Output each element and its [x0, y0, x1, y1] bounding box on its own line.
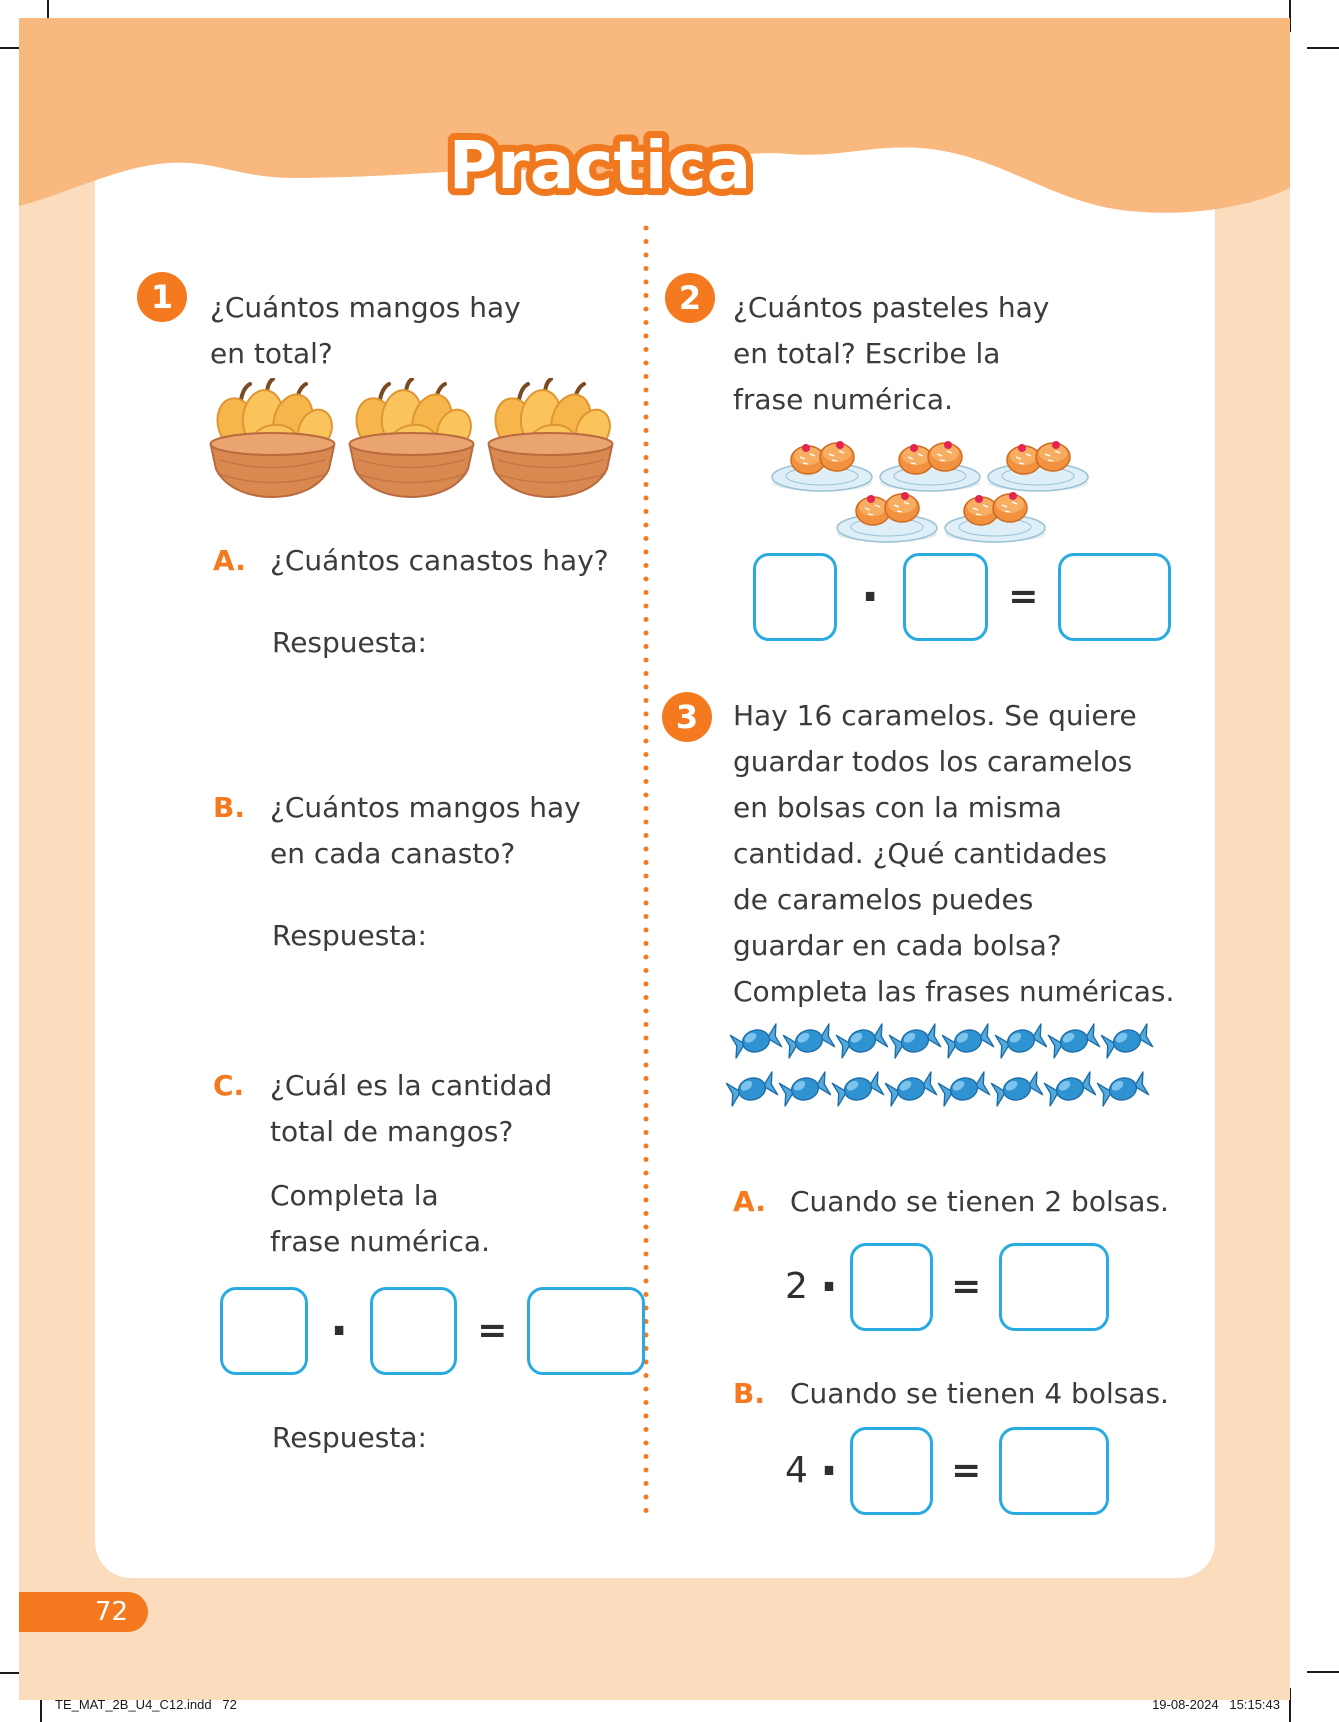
answer-box[interactable] — [999, 1427, 1109, 1515]
mango-baskets-illustration — [205, 378, 618, 503]
answer-box[interactable] — [370, 1287, 457, 1375]
footer-filename: TE_MAT_2B_U4_C12.indd 72 — [55, 1697, 237, 1712]
wrapped-candy-icon — [776, 1012, 841, 1070]
wrapped-candy-icon — [829, 1012, 894, 1070]
part-a-question: ¿Cuántos canastos hay? — [270, 544, 609, 577]
mango-basket-icon — [344, 378, 479, 503]
wrapped-candy-icon — [1041, 1012, 1106, 1070]
part-c-instruction-line-2: frase numérica. — [270, 1225, 490, 1258]
part-c-instruction-line-1: Completa la — [270, 1179, 439, 1212]
part-b-label: B. — [213, 791, 245, 824]
wrapped-candy-icon — [1094, 1012, 1159, 1070]
answer-box[interactable] — [753, 553, 837, 641]
part-a-label: A. — [213, 544, 246, 577]
wrapped-candy-icon — [772, 1060, 837, 1118]
exercise-1-prompt-line-1: ¿Cuántos mangos hay — [210, 291, 521, 324]
wrapped-candy-icon — [984, 1060, 1049, 1118]
answer-box[interactable] — [527, 1287, 645, 1375]
wrapped-candy-icon — [723, 1012, 788, 1070]
exercise-3-prompt-line: guardar todos los caramelos — [733, 745, 1133, 778]
candy-row-2 — [724, 1066, 1148, 1112]
part-c-respuesta-label[interactable]: Respuesta: — [272, 1421, 427, 1454]
plate-of-cakes-icon — [943, 484, 1048, 546]
mango-basket-icon — [205, 378, 340, 503]
footer-timestamp: 19-08-2024 15:15:43 — [1152, 1697, 1280, 1712]
exercise-number: 3 — [675, 698, 699, 736]
multiply-dot: · — [819, 1259, 839, 1315]
part-a-label: A. — [733, 1185, 766, 1218]
exercise-number: 2 — [678, 279, 702, 317]
multiply-dot: · — [819, 1443, 839, 1499]
answer-box[interactable] — [999, 1243, 1109, 1331]
part-c-label: C. — [213, 1069, 245, 1102]
equals-sign: = — [1008, 576, 1039, 617]
part-b-question-line-1: ¿Cuántos mangos hay — [270, 791, 581, 824]
exercise-3b-equation — [785, 1427, 1109, 1515]
page-title: Practica — [448, 127, 752, 204]
page-number-pill — [19, 1592, 148, 1632]
exercise-3-prompt-line: cantidad. ¿Qué cantidades — [733, 837, 1107, 870]
equals-sign: = — [951, 1450, 982, 1491]
wrapped-candy-icon — [825, 1060, 890, 1118]
factor-number: 2 — [785, 1266, 808, 1307]
part-a-question: Cuando se tienen 2 bolsas. — [790, 1185, 1169, 1218]
exercise-3-prompt-line: en bolsas con la misma — [733, 791, 1062, 824]
wrapped-candy-icon — [1090, 1060, 1155, 1118]
practica-logo — [415, 98, 785, 218]
cake-plates-row-2 — [835, 484, 1048, 546]
page-number: 72 — [94, 1597, 128, 1627]
plate-of-cakes-icon — [835, 484, 940, 546]
wrapped-candy-icon — [935, 1012, 1000, 1070]
exercise-3-prompt-line: Hay 16 caramelos. Se quiere — [733, 699, 1137, 732]
wrapped-candy-icon — [882, 1012, 947, 1070]
wrapped-candy-icon — [719, 1060, 784, 1118]
equals-sign: = — [477, 1310, 508, 1351]
answer-box[interactable] — [220, 1287, 308, 1375]
answer-box[interactable] — [850, 1427, 933, 1515]
exercise-1-equation — [220, 1287, 645, 1375]
part-c-question-line-2: total de mangos? — [270, 1115, 514, 1148]
candy-row-1 — [728, 1018, 1152, 1064]
crop-mark — [1307, 1671, 1339, 1673]
exercise-3-prompt-line: de caramelos puedes — [733, 883, 1034, 916]
multiply-dot: · — [330, 1303, 349, 1359]
answer-box[interactable] — [850, 1243, 933, 1331]
answer-box[interactable] — [1058, 553, 1171, 641]
exercise-3-prompt-line: guardar en cada bolsa? — [733, 929, 1062, 962]
exercise-1-prompt-line-2: en total? — [210, 337, 333, 370]
wrapped-candy-icon — [931, 1060, 996, 1118]
mango-basket-icon — [483, 378, 618, 503]
exercise-3-prompt — [733, 693, 1174, 1015]
part-b-label: B. — [733, 1377, 765, 1410]
equals-sign: = — [951, 1266, 982, 1307]
exercise-2-badge — [665, 273, 715, 323]
exercise-2-equation — [753, 553, 1171, 641]
exercise-2-prompt-line-3: frase numérica. — [733, 383, 953, 416]
multiply-dot: · — [861, 569, 880, 625]
wrapped-candy-icon — [878, 1060, 943, 1118]
exercise-2-prompt-line-1: ¿Cuántos pasteles hay — [733, 291, 1050, 324]
answer-box[interactable] — [903, 553, 988, 641]
wrapped-candy-icon — [988, 1012, 1053, 1070]
exercise-3a-equation — [785, 1243, 1109, 1331]
exercise-3-prompt-line: Completa las frases numéricas. — [733, 975, 1175, 1008]
exercise-1-badge — [137, 272, 187, 322]
part-b-question: Cuando se tienen 4 bolsas. — [790, 1377, 1169, 1410]
exercise-2-prompt-line-2: en total? Escribe la — [733, 337, 1001, 370]
part-a-respuesta-label[interactable]: Respuesta: — [272, 626, 427, 659]
part-b-respuesta-label[interactable]: Respuesta: — [272, 919, 427, 952]
wrapped-candy-icon — [1037, 1060, 1102, 1118]
exercise-3-badge — [662, 692, 712, 742]
crop-mark — [1307, 47, 1339, 49]
exercise-number: 1 — [150, 278, 174, 316]
part-c-question-line-1: ¿Cuál es la cantidad — [270, 1069, 553, 1102]
part-b-question-line-2: en cada canasto? — [270, 837, 516, 870]
factor-number: 4 — [785, 1450, 808, 1491]
